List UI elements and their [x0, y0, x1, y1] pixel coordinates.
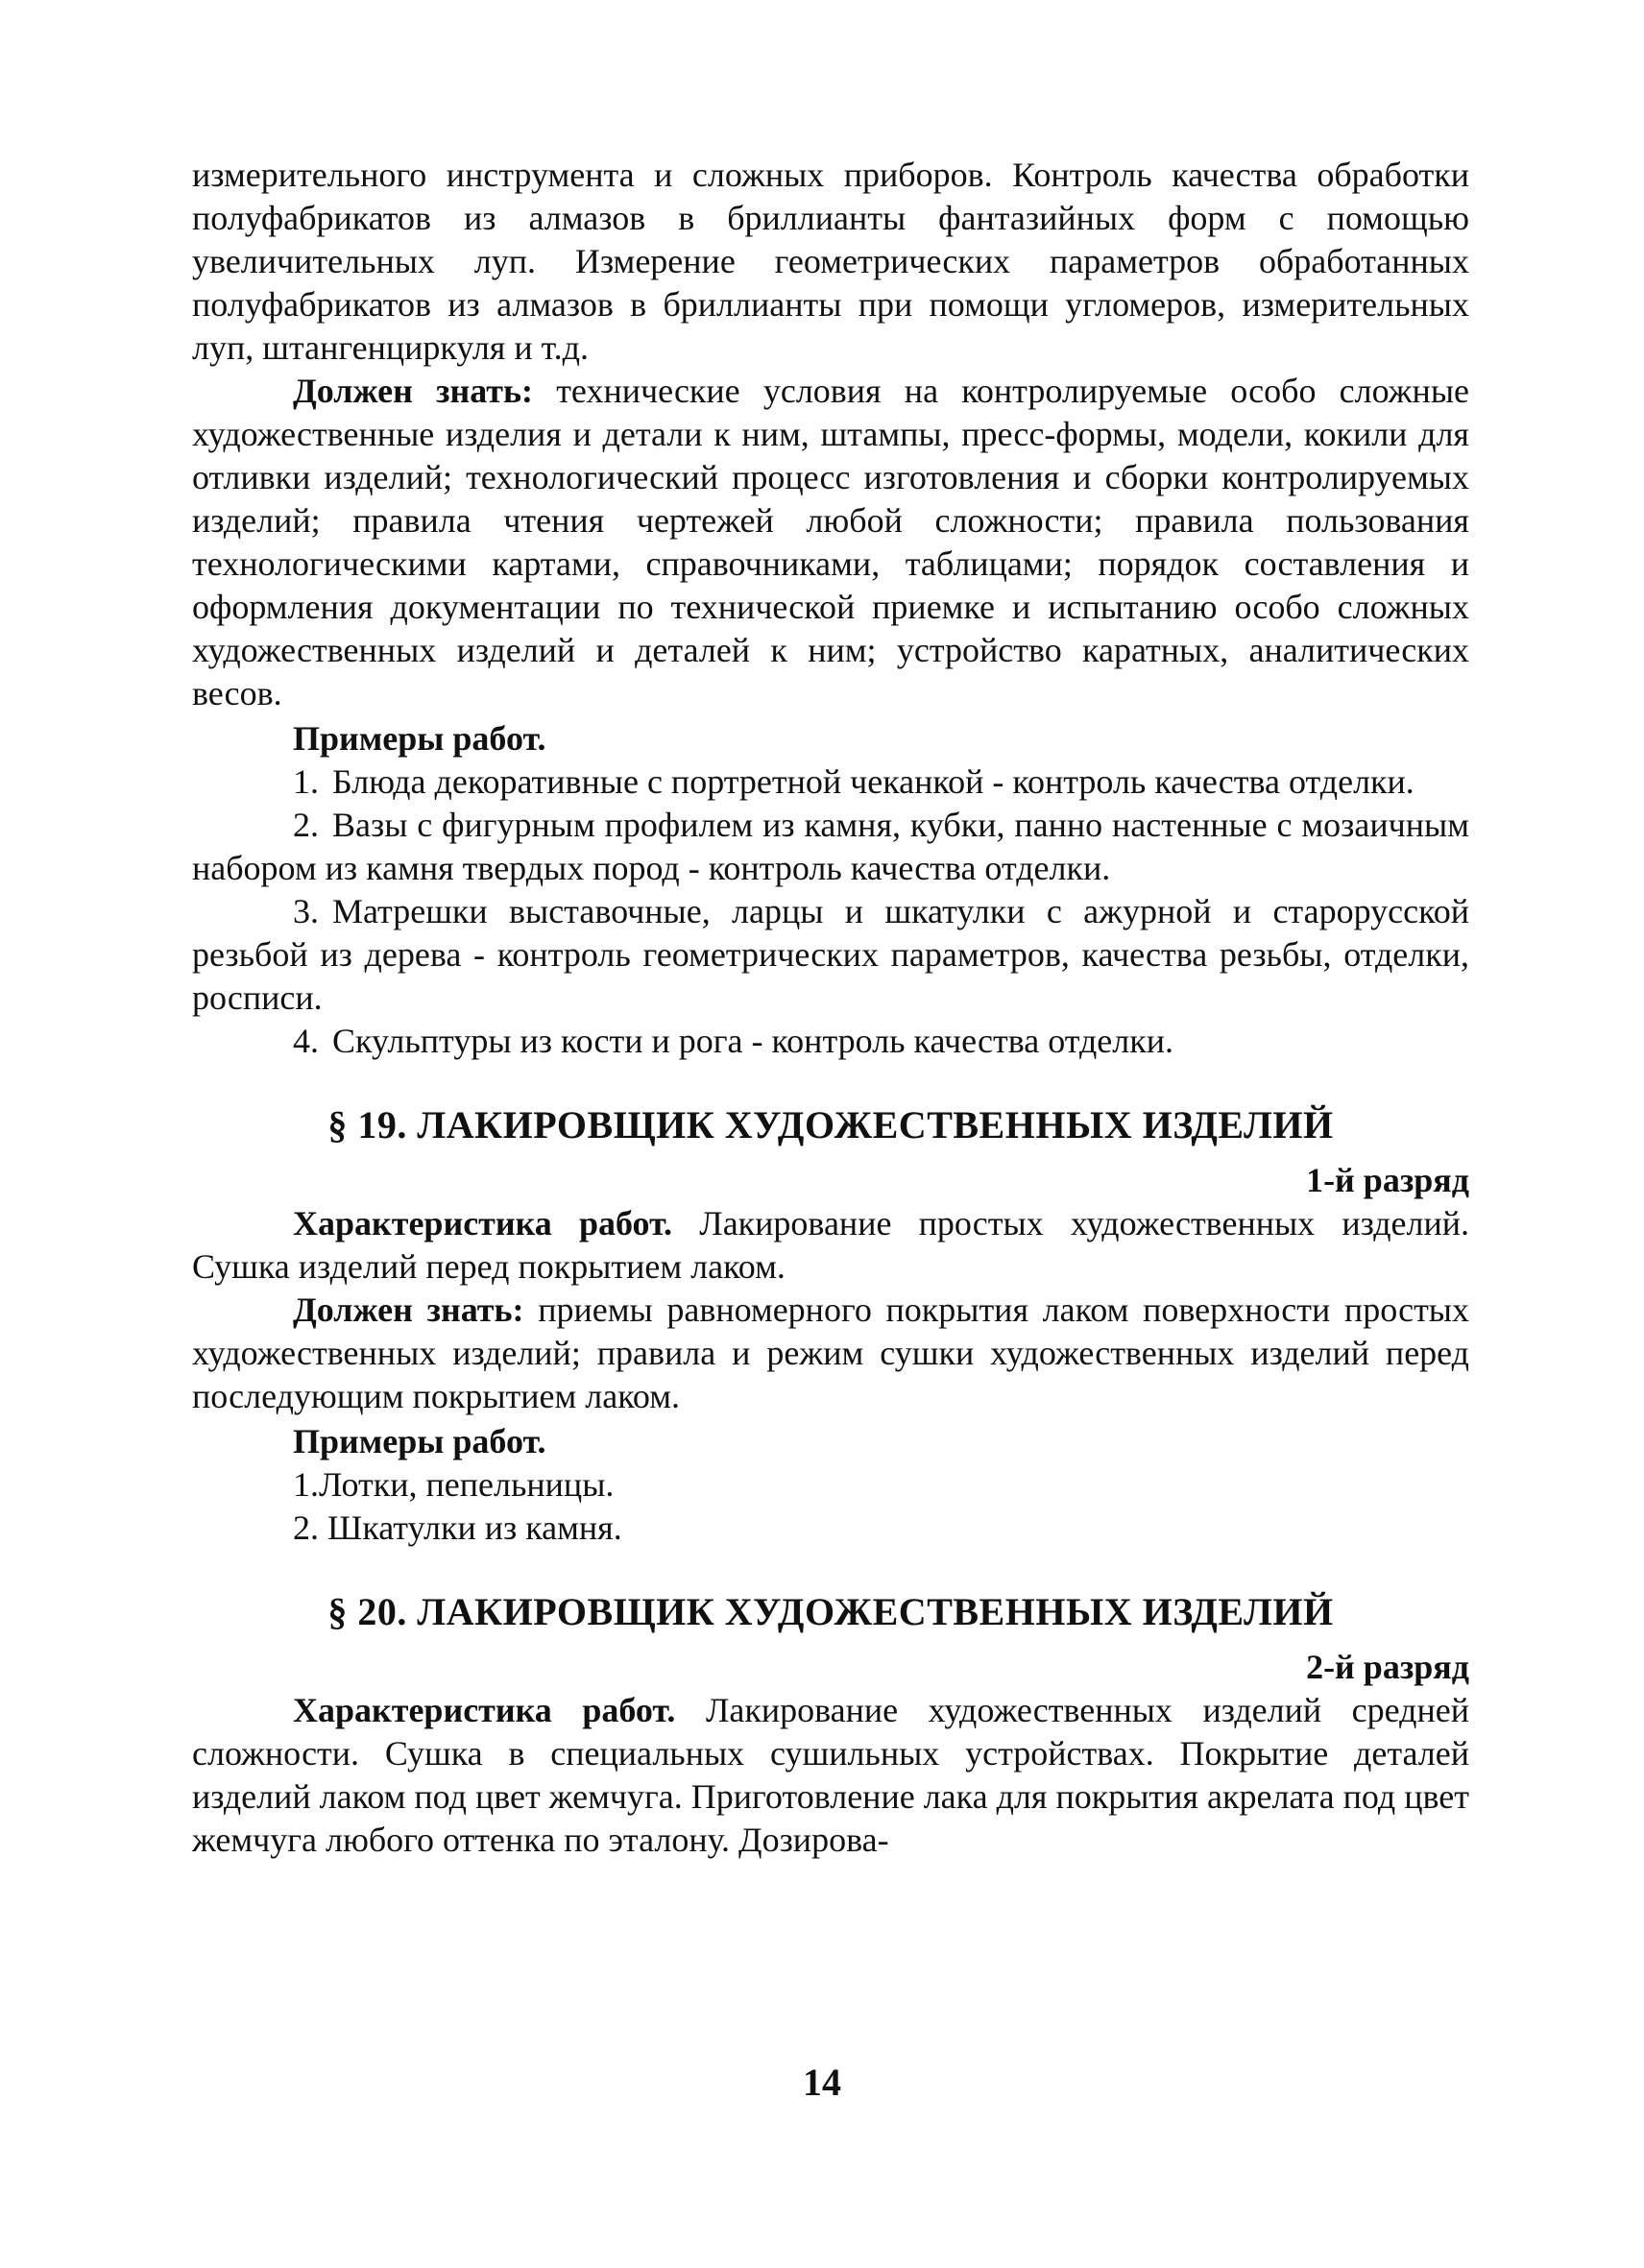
- example-text: Блюда декоративные с портретной чеканкой - контроль качества отделки.: [332, 762, 1414, 801]
- section-20-characteristic: [192, 1689, 1469, 1862]
- section-19-title: § 19. ЛАКИРОВЩИК ХУДОЖЕСТВЕННЫХ ИЗДЕЛИЙ: [327, 1103, 1334, 1146]
- example-item: 1.Лотки, пепельницы.: [293, 1465, 615, 1504]
- must-know-text: приемы равномерного покрытия лаком поверхности простых художественных изделий; правила и режим сушки художественных изделий перед последующим покрытием лаком.: [192, 1291, 1469, 1415]
- example-item: 2. Шкатулки из камня.: [293, 1508, 622, 1547]
- example-number: 3.: [293, 892, 319, 930]
- must-know-label: Должен знать:: [293, 1291, 524, 1329]
- example-number: 2.: [293, 806, 319, 844]
- example-item: [192, 804, 1469, 890]
- must-know-label: Должен знать:: [293, 372, 534, 410]
- document-page: [192, 154, 1469, 1862]
- section-20-grade: 2-й разряд: [1306, 1648, 1469, 1686]
- section-19-characteristic: [192, 1202, 1469, 1289]
- example-number: 1.: [293, 762, 319, 801]
- characteristic-text: Лакирование простых художественных изделий. Сушка изделий перед покрытием лаком.: [192, 1204, 1469, 1286]
- must-know-text: технические условия на контролируемые особо сложные художественные изделия и детали к ним, штампы, пресс-формы, модели, кокили для отливки изделий; технологический процесс изготовления и сборки контролируемых изделий; правила чтения чертежей любой сложности; правила пользования технологическими картами, справочниками, таблицами; порядок составления и оформления документации по технической приемке и испытанию особо сложных художественных изделий и деталей к ним; устройство каратных, аналитических весов.: [192, 372, 1469, 712]
- examples-heading: Примеры работ.: [293, 719, 546, 758]
- section-19-must-know: [192, 1289, 1469, 1418]
- example-item: [192, 890, 1469, 1020]
- section-20-title: § 20. ЛАКИРОВЩИК ХУДОЖЕСТВЕННЫХ ИЗДЕЛИЙ: [327, 1590, 1334, 1633]
- characteristic-text: Лакирование художественных изделий средней сложности. Сушка в специальных сушильных устройствах. Покрытие деталей изделий лаком под цвет жемчуга. Приготовление лака для покрытия акрелата под цвет жемчуга любого оттенка по эталону. Дозирова-: [192, 1691, 1469, 1859]
- page-number: 14: [803, 2061, 841, 2104]
- example-item: [192, 1020, 1469, 1063]
- characteristic-label: Характеристика работ.: [293, 1691, 676, 1729]
- intro-paragraph: измерительного инструмента и сложных приборов. Контроль качества обработки полуфабрикатов из алмазов в бриллианты фантазийных форм с помощью увеличительных луп. Измерение геометрических параметров обработанных полуфабрикатов из алмазов в бриллианты при помощи угломеров, измерительных луп, штангенциркуля и т.д.: [192, 156, 1469, 367]
- example-number: 4.: [293, 1022, 319, 1060]
- example-text: Матрешки выставочные, ларцы и шкатулки с ажурной и старорусской резьбой из дерева - контроль геометрических параметров, качества резьбы, отделки, росписи.: [192, 892, 1469, 1017]
- characteristic-label: Характеристика работ.: [293, 1204, 673, 1243]
- example-text: Вазы с фигурным профилем из камня, кубки, панно настенные с мозаичным набором из камня твердых пород - контроль качества отделки.: [192, 806, 1469, 887]
- must-know-paragraph: [192, 370, 1469, 715]
- section-19-grade: 1-й разряд: [1306, 1161, 1469, 1199]
- example-item: [192, 760, 1469, 804]
- section-19-examples-heading: Примеры работ.: [293, 1422, 546, 1460]
- example-text: Скульптуры из кости и рога - контроль качества отделки.: [332, 1022, 1174, 1060]
